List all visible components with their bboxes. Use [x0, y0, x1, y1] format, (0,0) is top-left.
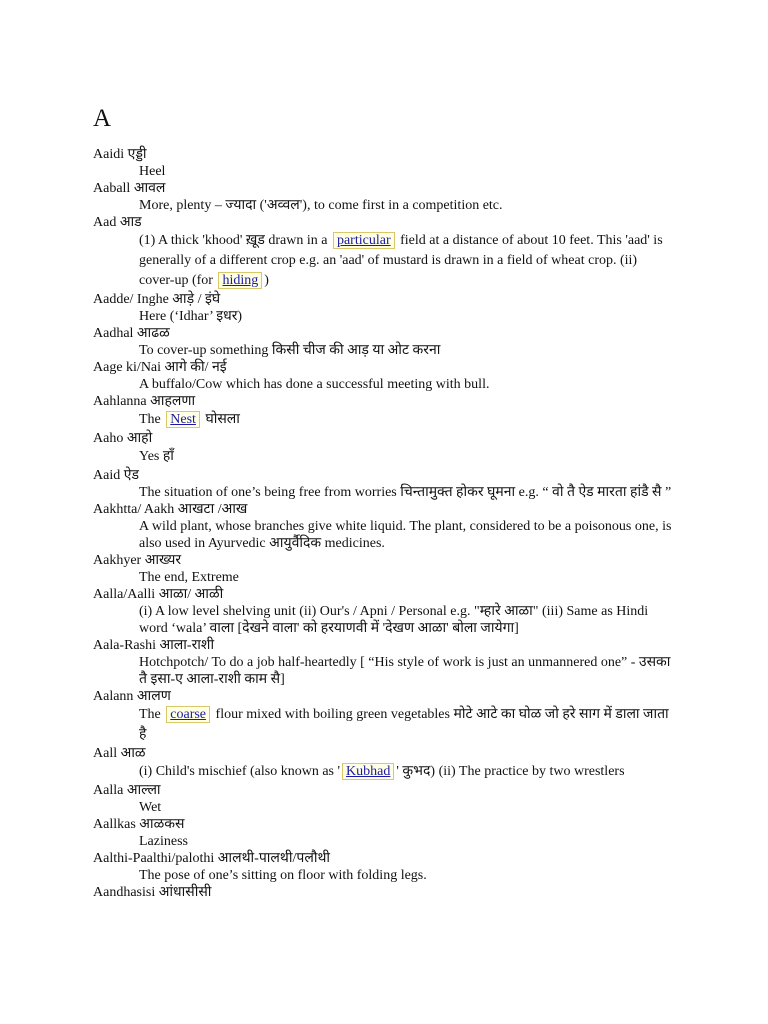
entry-aakhtta [93, 501, 693, 552]
entry-list [93, 146, 693, 901]
definition-text: flour mixed with boiling green vegetables मोटे आटे का घोळ जो हरे साग में डाला जाता है [139, 707, 669, 742]
definition-text: घोसला [205, 412, 240, 427]
headword: Aaid ऐड [93, 468, 139, 483]
entry-aaball [93, 180, 693, 214]
entry-aalann [93, 688, 693, 745]
entry-aandhasisi [93, 884, 693, 901]
entry-aadde [93, 291, 693, 325]
headword: Aage ki/Nai आगे की/ नई [93, 360, 227, 375]
definition-text: The [139, 707, 161, 722]
link-coarse[interactable]: coarse [166, 706, 210, 723]
definition: More, plenty – ज्यादा ('अव्वल'), to come first in a competition etc. [139, 198, 503, 213]
definition-text: (i) Child's mischief (also known as ' [139, 764, 341, 779]
headword: Aadde/ Inghe आड़े / इंघे [93, 292, 221, 307]
headword: Aandhasisi आंधासीसी [93, 885, 212, 900]
definition: The pose of one’s sitting on floor with folding legs. [139, 868, 427, 883]
entry-aaidi [93, 146, 693, 180]
entry-aalla-aalli [93, 586, 693, 637]
definition: The end, Extreme [139, 570, 239, 585]
headword: Aalla आल्ला [93, 783, 161, 798]
definition-text: (1) A thick 'khood' ख़ूड drawn in a [139, 233, 328, 248]
definition: A buffalo/Cow which has done a successful meeting with bull. [139, 377, 490, 392]
entry-aad [93, 214, 693, 291]
definition: (i) A low level shelving unit (ii) Our's / Apni / Personal e.g. "म्हारे आळा" (iii) Same as Hindi word ‘wala’ वाला [देखने वाला' को हरयाणवी में 'देखण आळा' बोला जायेगा] [139, 604, 649, 636]
entry-aalthi-paalthi [93, 850, 693, 884]
headword: Aakhyer आख्यर [93, 553, 182, 568]
definition [139, 231, 673, 291]
headword: Aadhal आढळ [93, 326, 170, 341]
entry-aaho [93, 430, 693, 467]
definition-text: field at a distance of about 10 feet. This 'aad' is generally of a different crop e.g. an 'aad' of mustard is drawn in a field of wheat crop. (ii) cover-up (for [139, 233, 663, 288]
entry-aalla [93, 782, 693, 816]
link-kubhad[interactable]: Kubhad [342, 763, 394, 780]
headword: Aallkas आळकस [93, 817, 185, 832]
entry-aaid [93, 467, 693, 501]
definition-text: ' कुभद) (ii) The practice by two wrestlers [396, 764, 625, 779]
definition: The situation of one’s being free from worries चिन्तामुक्त होकर घूमना e.g. “ वो तै ऐड मारता हांडै सै ” [139, 485, 672, 500]
headword: Aahlanna आहलणा [93, 394, 196, 409]
definition-text: The [139, 412, 161, 427]
definition [139, 410, 673, 430]
link-nest[interactable]: Nest [166, 411, 200, 428]
definition: Heel [139, 164, 166, 179]
headword: Aalla/Aalli आळा/ आळी [93, 587, 224, 602]
link-particular[interactable]: particular [333, 232, 395, 249]
headword: Aall आळ [93, 746, 146, 761]
headword: Aala-Rashi आला-राशी [93, 638, 215, 653]
definition [139, 705, 673, 745]
headword: Aaho आहो [93, 431, 153, 446]
headword: Aalthi-Paalthi/palothi आलथी-पालथी/पलौथी [93, 851, 331, 866]
entry-aall [93, 745, 693, 782]
definition: Yes हाँ [139, 449, 174, 464]
definition: Wet [139, 800, 162, 815]
definition: Laziness [139, 834, 188, 849]
definition: To cover-up something किसी चीज की आड़ या ओट करना [139, 343, 441, 358]
headword: Aakhtta/ Aakh आखटा /आख [93, 502, 248, 517]
definition: Here (‘Idhar’ इधर) [139, 309, 243, 324]
headword: Aaidi एड्डी [93, 147, 147, 162]
entry-aage-ki [93, 359, 693, 393]
definition: Hotchpotch/ To do a job half-heartedly [ “His style of work is just an unmannered one” - उसका तै इसा-ए आला-राशी काम सै] [139, 655, 671, 687]
definition-text: ) [264, 273, 269, 288]
definition [139, 762, 673, 782]
entry-aakhyer [93, 552, 693, 586]
entry-aahlanna [93, 393, 693, 430]
headword: Aad आड [93, 215, 142, 230]
headword: Aalann आलण [93, 689, 171, 704]
link-hiding[interactable]: hiding [218, 272, 262, 289]
entry-aadhal [93, 325, 693, 359]
entry-aala-rashi [93, 637, 693, 688]
section-letter: A [93, 105, 112, 132]
definition: A wild plant, whose branches give white liquid. The plant, considered to be a poisonous one, is also used in Ayurvedic आयुर्वैदिक medicines. [139, 519, 672, 551]
entry-aallkas [93, 816, 693, 850]
headword: Aaball आवल [93, 181, 166, 196]
